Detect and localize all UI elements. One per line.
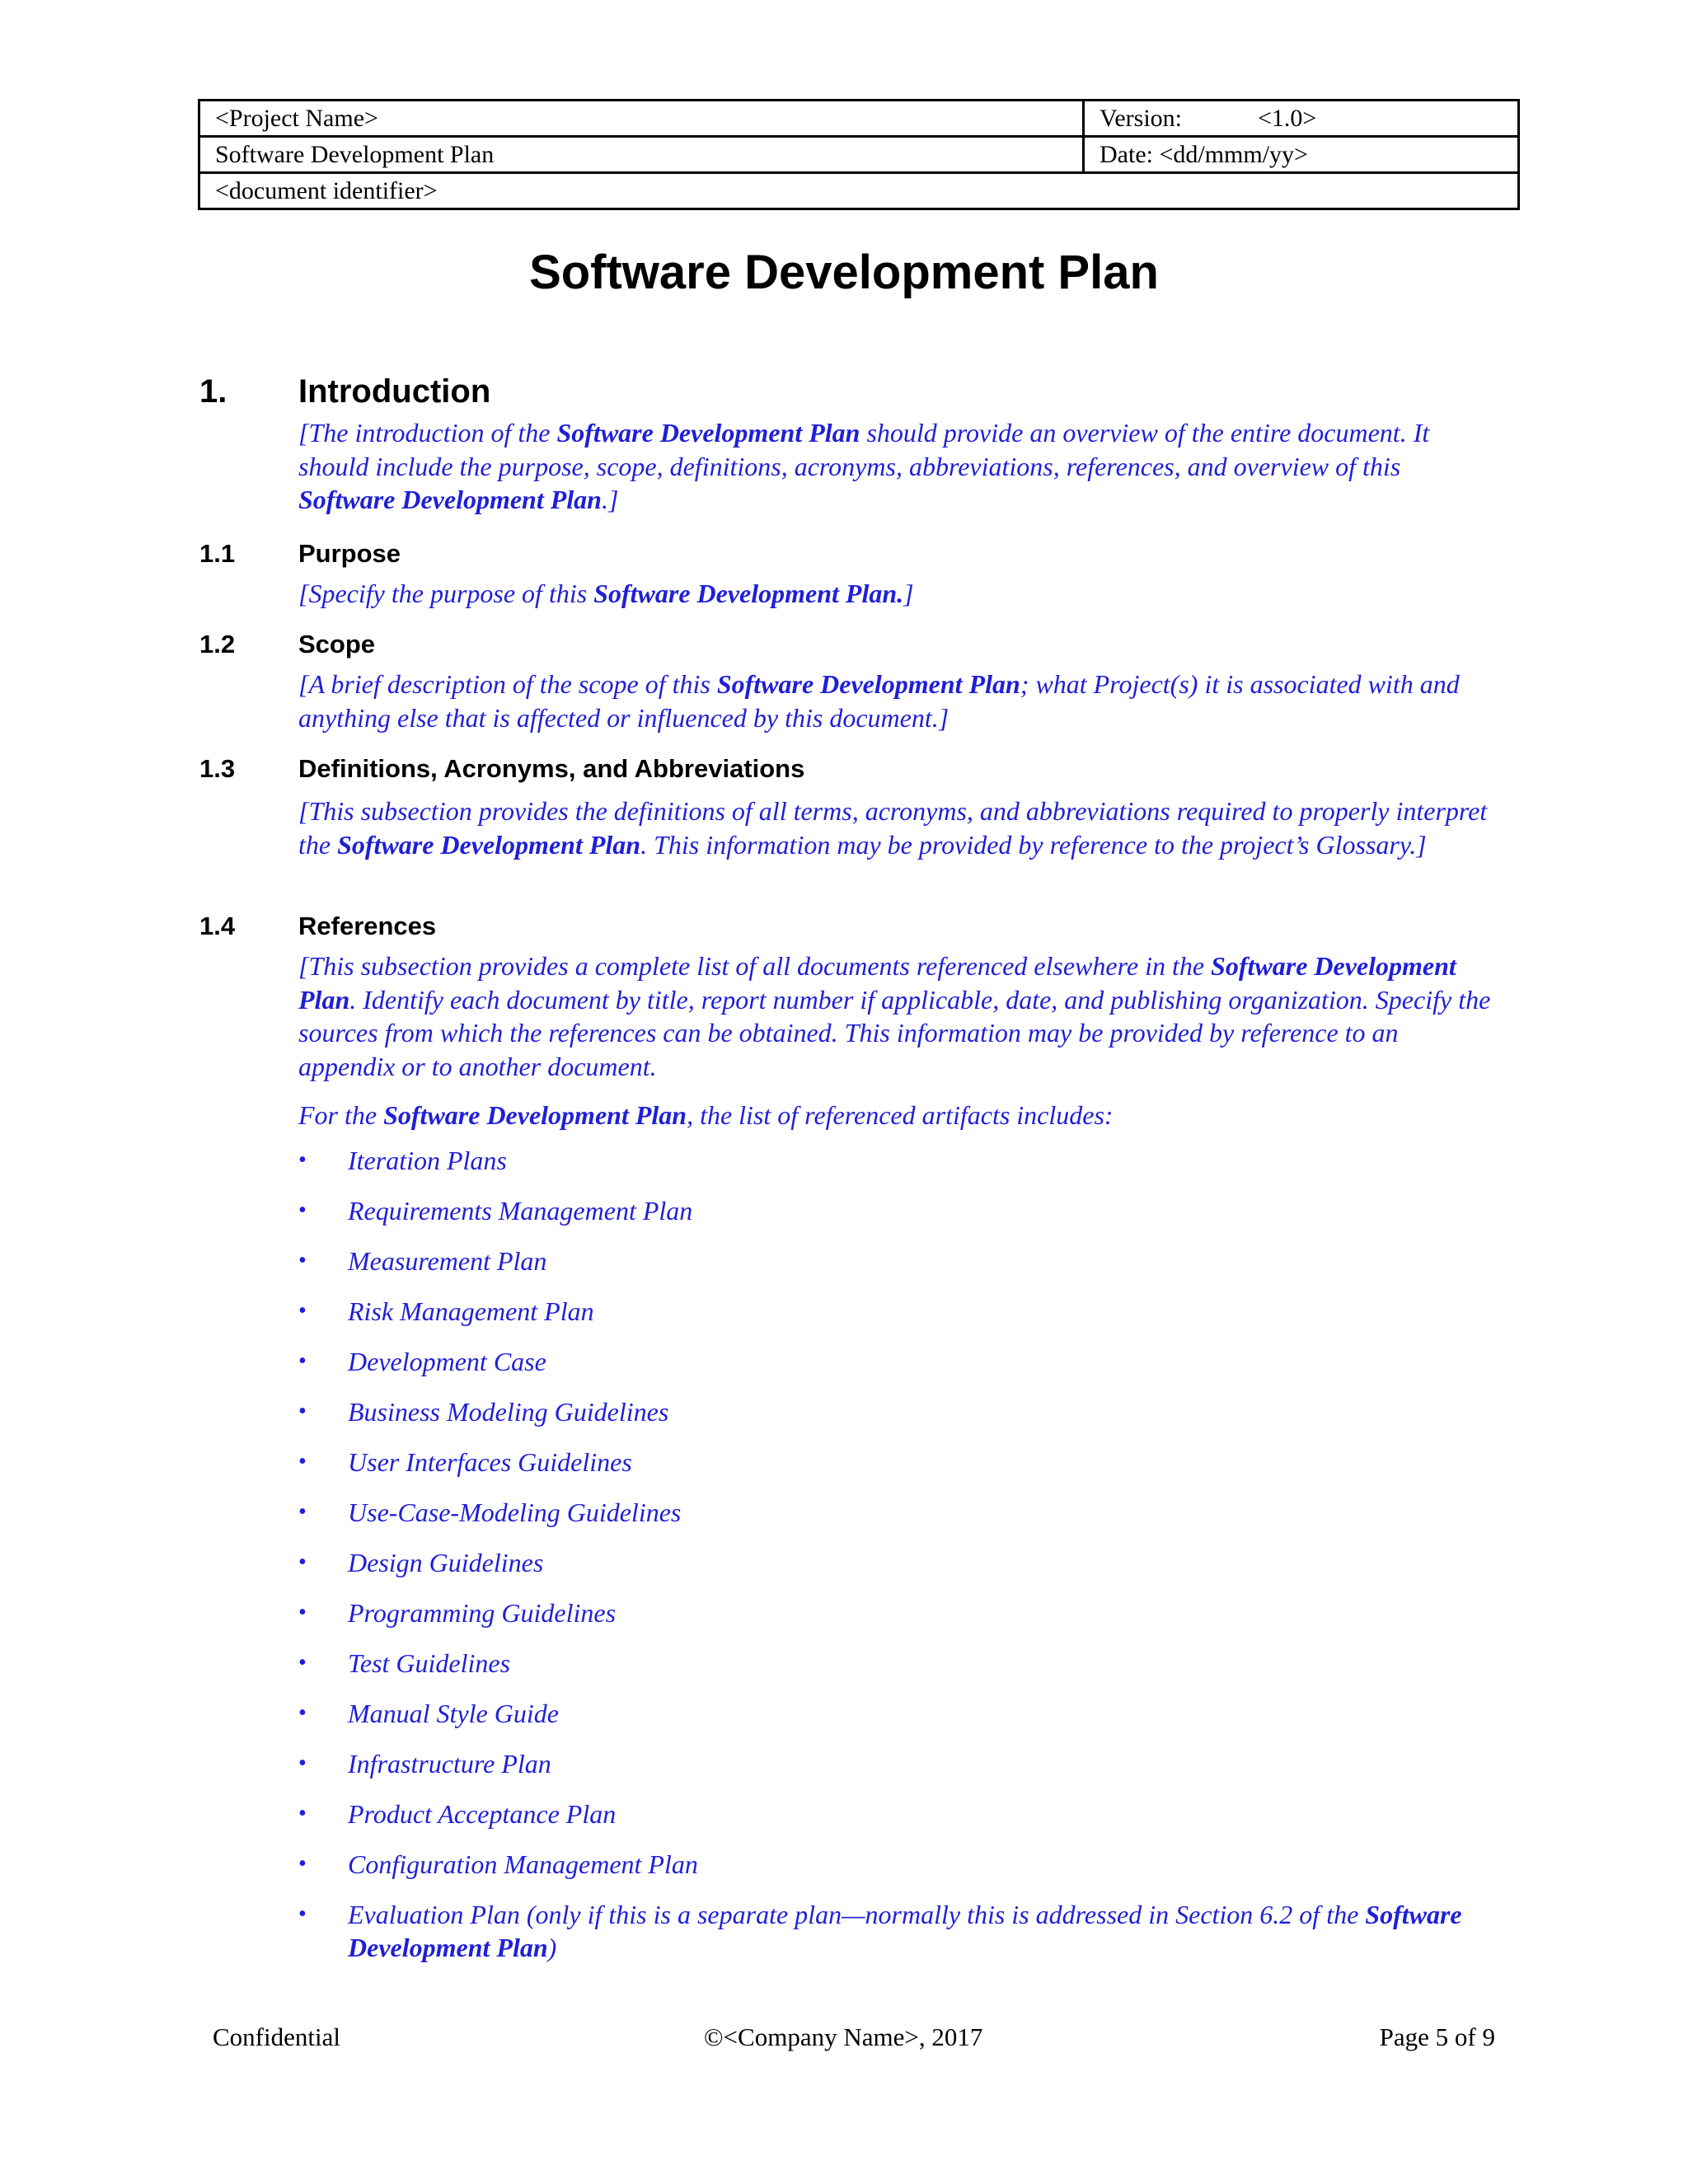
list-item: • Evaluation Plan (only if this is a separate plan—normally this is addressed in Section 6.2 of the Software Development Plan) <box>298 1900 1462 1962</box>
list-item-text: Use-Case-Modeling Guidelines <box>348 1497 682 1527</box>
list-item <box>298 1496 1502 1529</box>
bullet-icon: • <box>298 1750 307 1776</box>
list-item-text: Measurement Plan <box>348 1246 547 1276</box>
bullet-icon: • <box>298 1851 307 1877</box>
section-title: Scope <box>298 630 376 658</box>
bullet-icon: • <box>298 1147 307 1173</box>
bullet-icon: • <box>298 1298 307 1324</box>
bullet-icon: • <box>298 1801 307 1826</box>
list-item-text: Test Guidelines <box>348 1648 511 1678</box>
list-item-text: User Interfaces Guidelines <box>348 1447 632 1477</box>
section-title: References <box>298 912 437 940</box>
list-item-text: Product Acceptance Plan <box>348 1799 617 1829</box>
bullet-icon: • <box>298 1600 307 1625</box>
section-heading-references <box>199 910 436 943</box>
list-item <box>298 1345 1502 1378</box>
bullet-icon: • <box>298 1549 307 1575</box>
list-item <box>298 1647 1502 1680</box>
list-item <box>298 1244 1502 1277</box>
list-item <box>298 1797 1502 1830</box>
section-number: 1. <box>199 373 227 410</box>
document-name-cell: Software Development Plan <box>199 137 1084 173</box>
section-heading-scope <box>199 628 375 661</box>
section-number: 1.2 <box>199 630 236 658</box>
list-item <box>298 1194 1502 1227</box>
footer-page-number: Page 5 of 9 <box>1379 2022 1495 2051</box>
document-header-table <box>198 99 1520 210</box>
list-item <box>298 1697 1502 1730</box>
bullet-icon: • <box>298 1248 307 1273</box>
scope-paragraph: [A brief description of the scope of this Software Development Plan; what Project(s) it is associated with and anything else that is affected or influenced by this document.] <box>298 669 1460 733</box>
document-title: Software Development Plan <box>529 246 1159 299</box>
project-name-cell: <Project Name> <box>199 101 1084 137</box>
footer-confidential: Confidential <box>213 2022 340 2051</box>
list-item <box>298 1144 1502 1177</box>
list-item-text: Design Guidelines <box>348 1548 544 1577</box>
section-title: Purpose <box>298 539 401 568</box>
section-number: 1.1 <box>199 539 236 568</box>
referenced-artifacts-list <box>298 1144 1502 1981</box>
list-item-text: Configuration Management Plan <box>348 1849 698 1879</box>
list-item <box>298 1596 1502 1629</box>
list-item-text: Manual Style Guide <box>348 1699 559 1728</box>
list-item <box>298 1546 1502 1579</box>
list-item <box>298 1295 1502 1328</box>
version-label: Version: <box>1100 104 1182 132</box>
purpose-paragraph: [Specify the purpose of this Software Development Plan.] <box>298 579 914 608</box>
document-identifier-cell: <document identifier> <box>199 173 1519 209</box>
section-title: Definitions, Acronyms, and Abbreviations <box>298 754 805 783</box>
list-item-text: Requirements Management Plan <box>348 1196 693 1226</box>
list-item-text: Programming Guidelines <box>348 1598 617 1628</box>
bullet-icon: • <box>298 1650 307 1675</box>
definitions-paragraph: [This subsection provides the definitions of all terms, acronyms, and abbreviations required to properly interpret the Software Development Plan. This information may be provided by reference to the project’s Glossary.] <box>298 796 1488 860</box>
section-title: Introduction <box>298 373 491 410</box>
bullet-icon: • <box>298 1700 307 1726</box>
section-heading-purpose <box>199 537 401 570</box>
list-item <box>298 1848 1502 1881</box>
version-value: <1.0> <box>1258 104 1317 132</box>
section-number: 1.4 <box>199 912 236 940</box>
list-item <box>298 1395 1502 1428</box>
footer-copyright: ©<Company Name>, 2017 <box>704 2022 983 2051</box>
list-item-text: Business Modeling Guidelines <box>348 1397 669 1427</box>
introduction-paragraph: [The introduction of the Software Development Plan should provide an overview of the entire document. It should include the purpose, scope, definitions, acronyms, abbreviations, references, and overview of this Software Development Plan.] <box>298 418 1430 514</box>
list-item-text: Iteration Plans <box>348 1146 507 1175</box>
list-item-text: Risk Management Plan <box>348 1296 594 1326</box>
date-cell: Date: <dd/mmm/yy> <box>1084 137 1519 173</box>
references-paragraph: [This subsection provides a complete list of all documents referenced elsewhere in the Software Development Plan. Identify each document by title, report number if applicable, date, and publishing organization. Specify the sources from which the references can be obtained. This information may be provided by reference to an appendix or to another document. <box>298 951 1491 1081</box>
version-cell <box>1084 101 1519 137</box>
section-heading-introduction <box>199 371 490 412</box>
list-item-text: Development Case <box>348 1347 546 1376</box>
bullet-icon: • <box>298 1449 307 1474</box>
list-item <box>298 1446 1502 1479</box>
list-item-text: Infrastructure Plan <box>348 1749 551 1779</box>
bullet-icon: • <box>298 1197 307 1223</box>
bullet-icon: • <box>298 1901 307 1927</box>
bullet-icon: • <box>298 1348 307 1374</box>
bullet-icon: • <box>298 1399 307 1424</box>
section-heading-definitions <box>199 752 804 785</box>
list-item <box>298 1747 1502 1780</box>
references-list-intro: For the Software Development Plan, the list of referenced artifacts includes: <box>298 1100 1114 1130</box>
bullet-icon: • <box>298 1499 307 1525</box>
section-number: 1.3 <box>199 754 236 783</box>
